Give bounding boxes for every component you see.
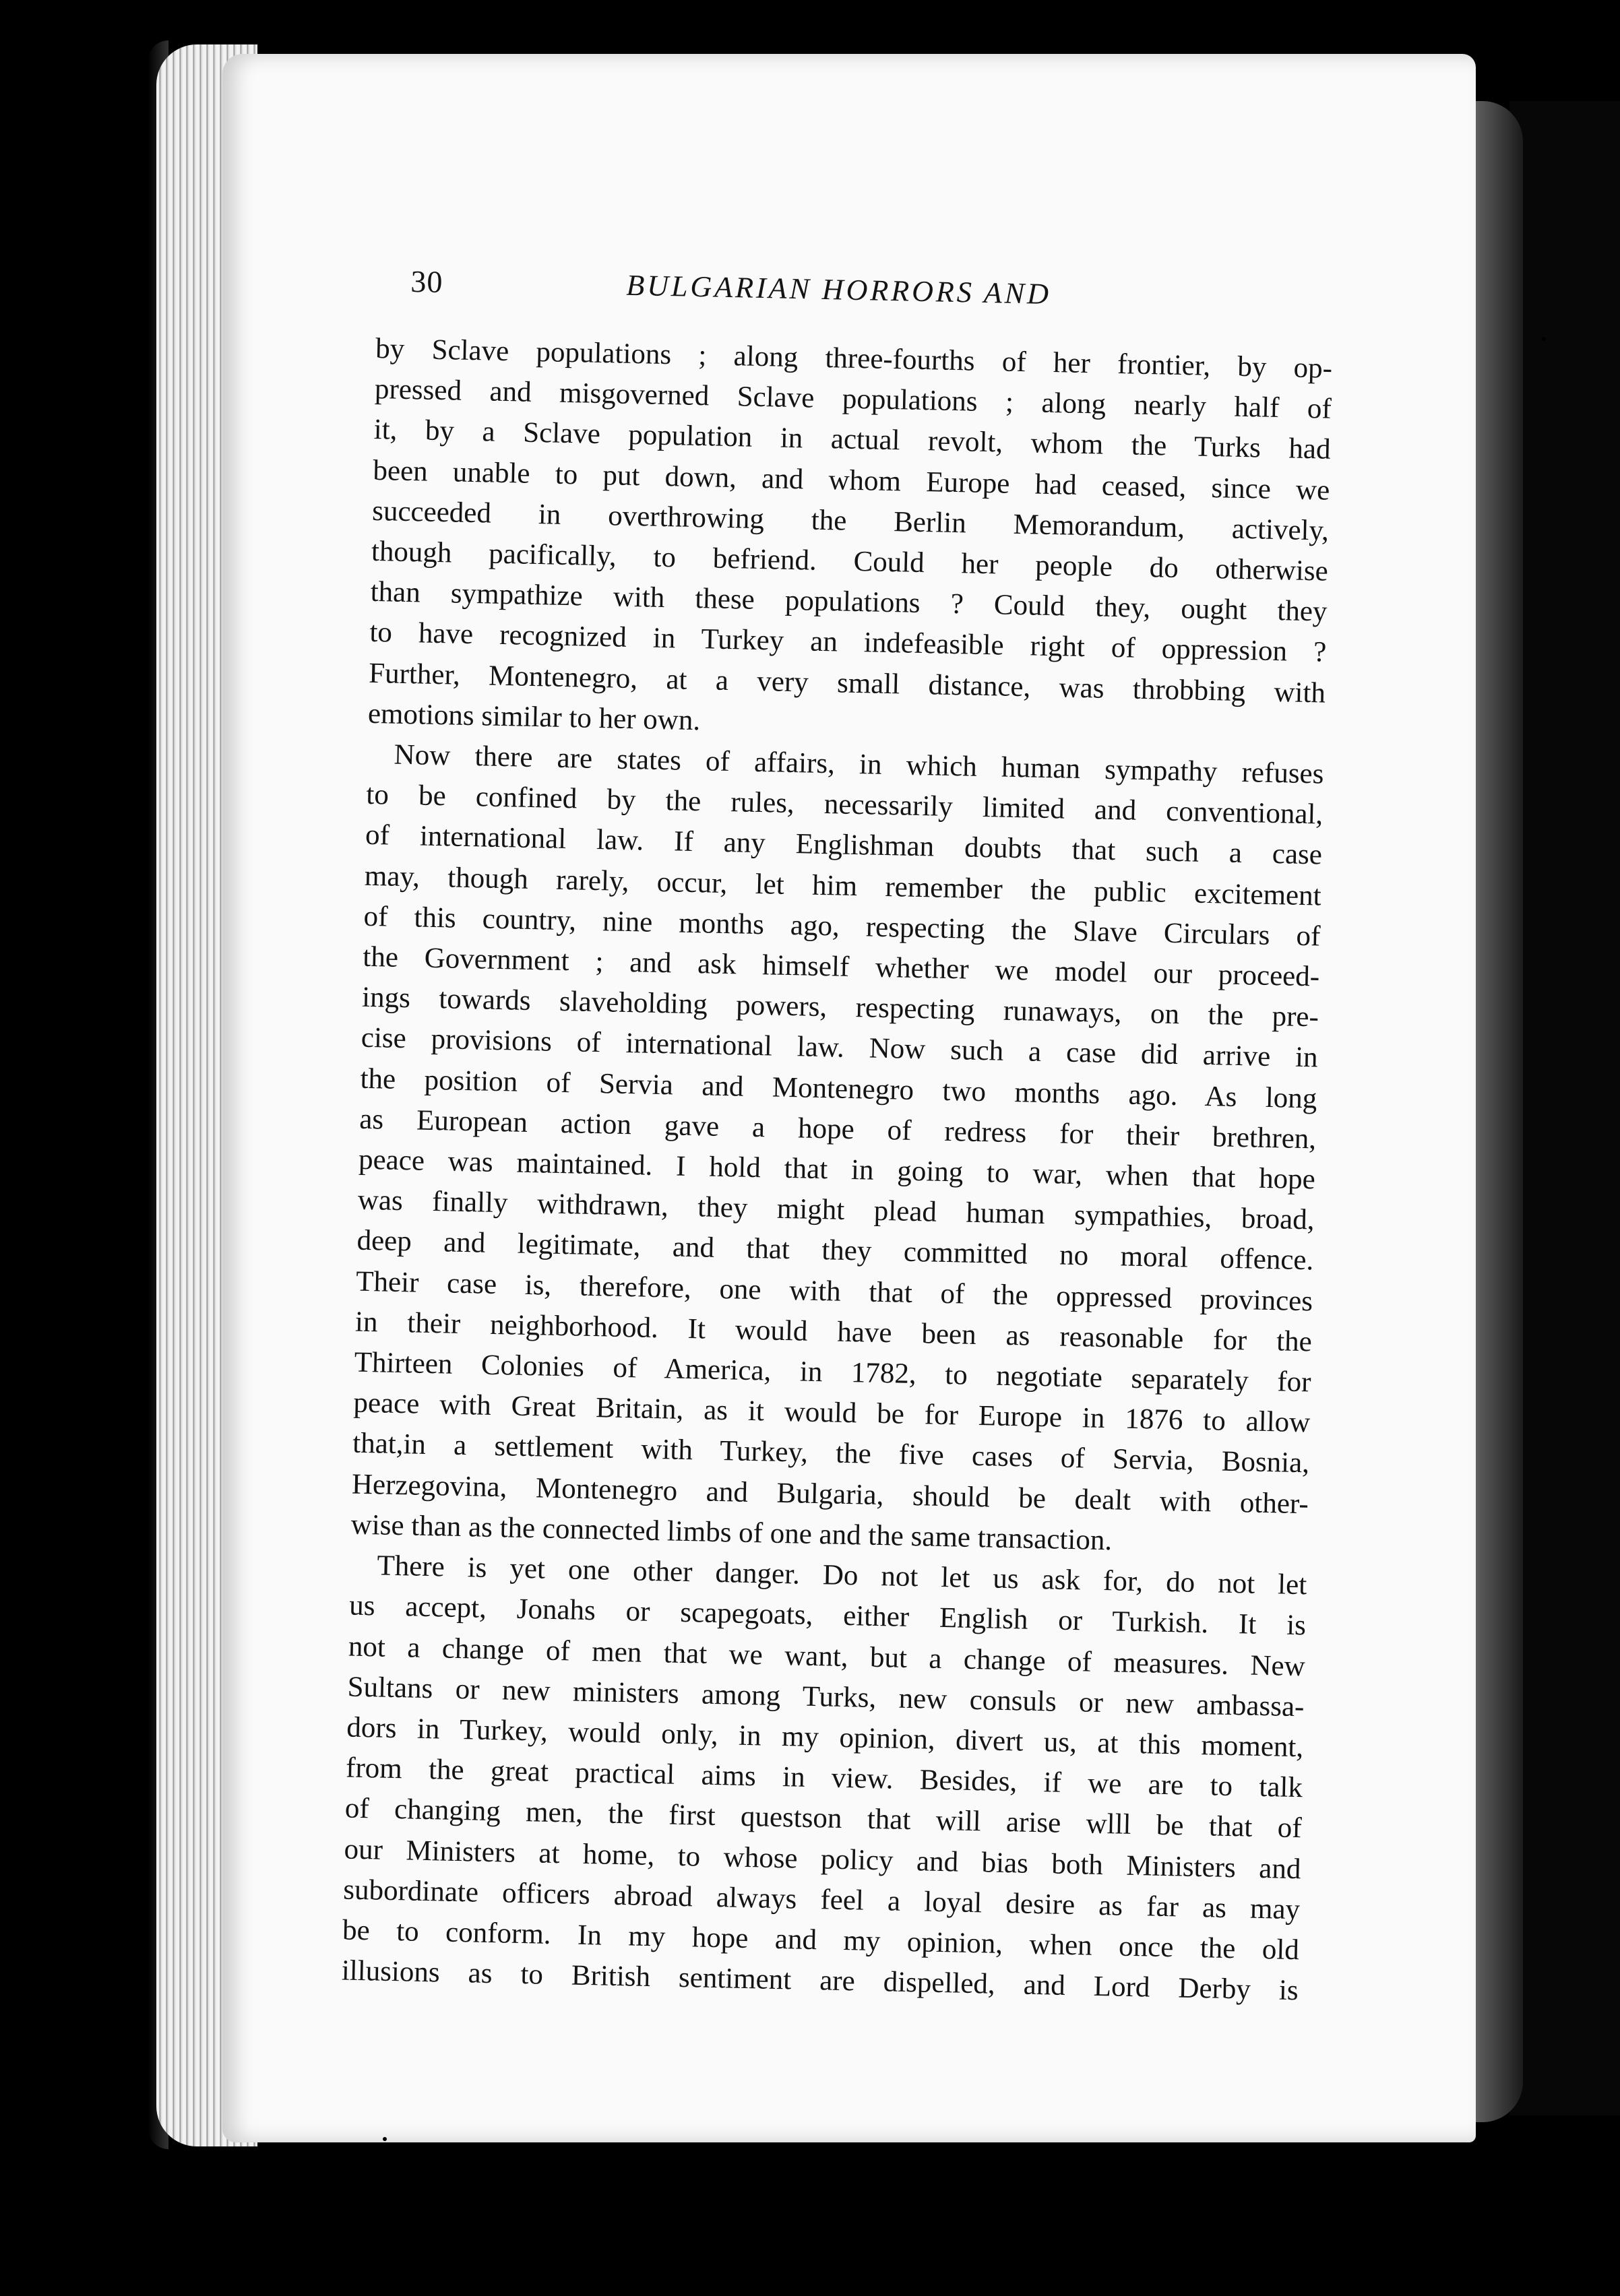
text-line: it, by a Sclave population in actual revolt, whom the Turks had: [373, 414, 1331, 466]
text-line: pressed and misgoverned Sclave populations ; along nearly half of: [374, 373, 1332, 425]
text-line: not a change of men that we want, but a change of measures. New: [348, 1630, 1306, 1682]
text-line: by Sclave populations ; along three-fourths of her frontier, by op-: [375, 332, 1333, 385]
text-line: of this country, nine months ago, respecting the Slave Circulars of: [363, 900, 1321, 953]
text-line: as European action gave a hope of redress for their brethren,: [359, 1103, 1317, 1155]
text-line: been unable to put down, and whom Europe had ceased, since we: [373, 454, 1330, 507]
text-line: emotions similar to her own.: [367, 697, 701, 737]
text-line: that,in a settlement with Turkey, the five cases of Servia, Bosnia,: [352, 1428, 1310, 1479]
scan-speck: [1542, 337, 1546, 341]
page-number: 30: [410, 264, 443, 300]
text-line: the Government ; and ask himself whether we model our proceed-: [362, 940, 1320, 993]
text-line: Thirteen Colonies of America, in 1782, to negotiate separately for: [354, 1346, 1311, 1399]
text-line: dors in Turkey, would only, in my opinion, divert us, at this moment,: [346, 1711, 1304, 1764]
text-line: us accept, Jonahs or scapegoats, either English or Turkish. It is: [348, 1589, 1307, 1642]
text-line: Sultans or new ministers among Turks, new consuls or new ambassa-: [347, 1671, 1305, 1723]
text-line: of international law. If any Englishman doubts that such a case: [365, 819, 1323, 871]
scan-speck: [113, 101, 117, 105]
text-line: was finally withdrawn, they might plead human sympathies, broad,: [357, 1184, 1315, 1236]
paragraph-2: [350, 734, 1324, 1566]
text-line: Now there are states of affairs, in which human sympathy refuses: [394, 738, 1324, 790]
text-line: illusions as to British sentiment are dispelled, and Lord Derby is: [341, 1954, 1299, 2007]
text-line: our Ministers at home, to whose policy and bias both Ministers and: [344, 1833, 1301, 1885]
scan-border-right: [1509, 101, 1620, 2115]
text-line: from the great practical aims in view. Besides, if we are to talk: [345, 1752, 1303, 1804]
text-line: to have recognized in Turkey an indefeasible right of oppression ?: [369, 616, 1327, 669]
text-line: be to conform. In my hope and my opinion, when once the old: [342, 1914, 1300, 1967]
text-line: cise provisions of international law. Now such a case did arrive in: [361, 1022, 1319, 1074]
text-line: succeeded in overthrowing the Berlin Memorandum, actively,: [371, 495, 1330, 547]
text-line: to be confined by the rules, necessarily limited and conventional,: [365, 779, 1323, 831]
text-line: Their case is, therefore, one with that of the oppressed provinces: [355, 1265, 1313, 1318]
text-line: may, though rarely, occur, let him remember the public excitement: [364, 860, 1322, 912]
text-line: Further, Montenegro, at a very small distance, was throbbing with: [368, 657, 1326, 709]
text-line: ings towards slaveholding powers, respecting runaways, on the pre-: [361, 982, 1319, 1033]
text-line: peace was maintained. I hold that in going to war, when that hope: [358, 1143, 1316, 1196]
running-head-title: BULGARIAN HORRORS AND: [625, 268, 1052, 311]
text-line: deep and legitimate, and that they committed no moral offence.: [356, 1225, 1314, 1277]
scan-speck: [20, 156, 24, 160]
text-line: of changing men, the first questson that will arise wlll be that of: [344, 1792, 1303, 1845]
page-text: [341, 263, 1334, 2012]
text-line: Herzegovina, Montenegro and Bulgaria, should be dealt with other-: [351, 1468, 1309, 1521]
text-line: the position of Servia and Montenegro two months ago. As long: [360, 1062, 1317, 1115]
scan-speck: [49, 228, 53, 232]
scan-speck: [1570, 27, 1574, 31]
scan-speck: [383, 2137, 387, 2141]
text-line: wise than as the connected limbs of one and the same transaction.: [350, 1508, 1113, 1557]
text-line: though pacifically, to befriend. Could her people do otherwise: [371, 535, 1329, 587]
paragraph-1: [367, 329, 1332, 755]
paragraph-3: [341, 1545, 1307, 2012]
text-line: than sympathize with these populations ? Could they, ought they: [370, 576, 1328, 628]
text-line: subordinate officers abroad always feel a loyal desire as far as may: [342, 1874, 1301, 1925]
text-line: peace with Great Britain, as it would be for Europe in 1876 to allow: [353, 1386, 1311, 1439]
text-line: in their neighborhood. It would have been as reasonable for the: [354, 1306, 1313, 1358]
text-line: There is yet one other danger. Do not let us ask for, do not let: [377, 1550, 1307, 1601]
